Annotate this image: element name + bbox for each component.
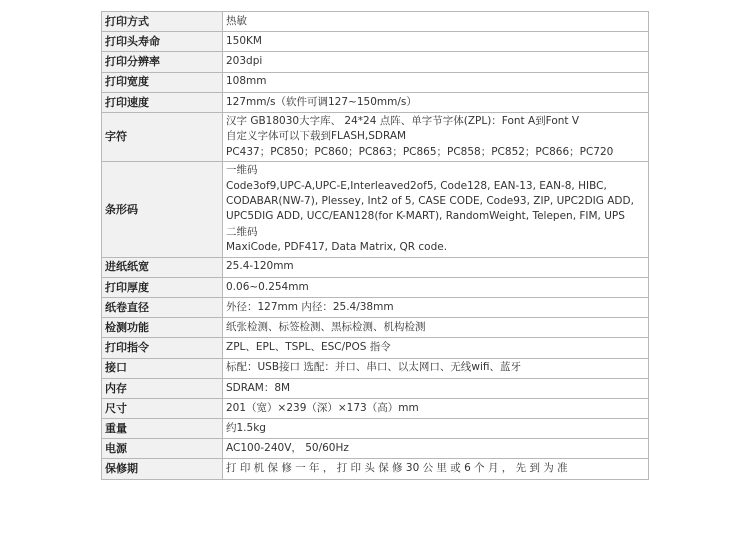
spec-label: 条形码 — [102, 162, 223, 257]
spec-label: 保修期 — [102, 459, 223, 479]
spec-label: 电源 — [102, 439, 223, 459]
spec-value-line: 打 印 机 保 修 一 年 ， 打 印 头 保 修 30 公 里 或 6 个 月 ， 先 到 为 准 — [226, 462, 568, 475]
table-row — [102, 358, 649, 378]
table-row — [102, 162, 649, 257]
spec-value-line: 外径：127mm 内径：25.4/38mm — [226, 300, 394, 313]
table-row — [102, 112, 649, 161]
spec-value — [223, 112, 649, 161]
spec-value — [223, 257, 649, 277]
table-row — [102, 32, 649, 52]
spec-value-line: 标配：USB接口 选配：并口、串口、以太网口、无线wifi、蓝牙 — [226, 361, 522, 374]
spec-value-line: 一维码 — [226, 164, 258, 177]
spec-label: 打印宽度 — [102, 72, 223, 92]
spec-value-line: 127mm/s（软件可调127~150mm/s） — [226, 95, 417, 108]
table-row — [102, 439, 649, 459]
spec-value-line: 150KM — [226, 35, 262, 48]
spec-value-line: PC437；PC850；PC860；PC863；PC865；PC858；PC852；PC866；PC720 — [226, 145, 614, 158]
spec-label: 尺寸 — [102, 398, 223, 418]
spec-value — [223, 419, 649, 439]
spec-value-line: 25.4-120mm — [226, 260, 294, 273]
spec-value-line: SDRAM：8M — [226, 381, 291, 394]
spec-value — [223, 318, 649, 338]
table-row — [102, 257, 649, 277]
spec-label: 检测功能 — [102, 318, 223, 338]
spec-label: 接口 — [102, 358, 223, 378]
table-row — [102, 72, 649, 92]
spec-value — [223, 72, 649, 92]
table-row — [102, 378, 649, 398]
spec-value — [223, 162, 649, 257]
spec-value-line: ZPL、EPL、TSPL、ESC/POS 指令 — [226, 341, 391, 354]
spec-value — [223, 439, 649, 459]
spec-label: 重量 — [102, 419, 223, 439]
spec-value-line: 0.06~0.254mm — [226, 280, 309, 293]
spec-label: 纸卷直径 — [102, 297, 223, 317]
spec-value — [223, 52, 649, 72]
table-row — [102, 338, 649, 358]
spec-value-line: 201（宽）×239（深）×173（高）mm — [226, 401, 419, 414]
spec-label: 打印头寿命 — [102, 32, 223, 52]
spec-value — [223, 277, 649, 297]
spec-value — [223, 378, 649, 398]
spec-label: 内存 — [102, 378, 223, 398]
spec-value — [223, 338, 649, 358]
spec-value-line: 203dpi — [226, 55, 263, 68]
spec-label: 打印速度 — [102, 92, 223, 112]
spec-label: 打印厚度 — [102, 277, 223, 297]
spec-value-line: 二维码 — [226, 225, 258, 238]
spec-label: 字符 — [102, 112, 223, 161]
spec-value-line: 汉字 GB18030大字库、 24*24 点阵、单字节字体(ZPL)：Font A到Font V — [226, 114, 580, 127]
spec-value-line: AC100-240V， 50/60Hz — [226, 442, 349, 455]
spec-label: 进纸纸宽 — [102, 257, 223, 277]
spec-value-line: 108mm — [226, 75, 267, 88]
table-row — [102, 398, 649, 418]
spec-value-line: 热敏 — [226, 14, 247, 27]
spec-value — [223, 92, 649, 112]
spec-value — [223, 12, 649, 32]
spec-label: 打印分辨率 — [102, 52, 223, 72]
spec-table — [101, 11, 649, 480]
table-row — [102, 12, 649, 32]
spec-value-line: 约1.5kg — [226, 421, 266, 434]
table-row — [102, 318, 649, 338]
spec-value-line: 自定义字体可以下载到FLASH,SDRAM — [226, 130, 407, 143]
table-row — [102, 419, 649, 439]
spec-table-body — [102, 12, 649, 480]
table-row — [102, 297, 649, 317]
table-row — [102, 277, 649, 297]
spec-value — [223, 459, 649, 479]
spec-label: 打印指令 — [102, 338, 223, 358]
spec-value — [223, 297, 649, 317]
spec-value — [223, 358, 649, 378]
table-row — [102, 459, 649, 479]
spec-value-line: CODABAR(NW-7), Plessey, Int2 of 5, CASE CODE, Code93, ZIP, UPC2DIG ADD, — [226, 194, 634, 207]
spec-value — [223, 398, 649, 418]
table-row — [102, 92, 649, 112]
table-row — [102, 52, 649, 72]
spec-value-line: 纸张检测、标签检测、黑标检测、机构检测 — [226, 321, 426, 334]
spec-value-line: MaxiCode, PDF417, Data Matrix, QR code. — [226, 241, 448, 254]
spec-value — [223, 32, 649, 52]
spec-label: 打印方式 — [102, 12, 223, 32]
spec-value-line: Code3of9,UPC-A,UPC-E,Interleaved2of5, Code128, EAN-13, EAN-8, HIBC, — [226, 179, 607, 192]
spec-value-line: UPC5DIG ADD, UCC/EAN128(for K-MART), RandomWeight, Telepen, FIM, UPS — [226, 210, 625, 223]
